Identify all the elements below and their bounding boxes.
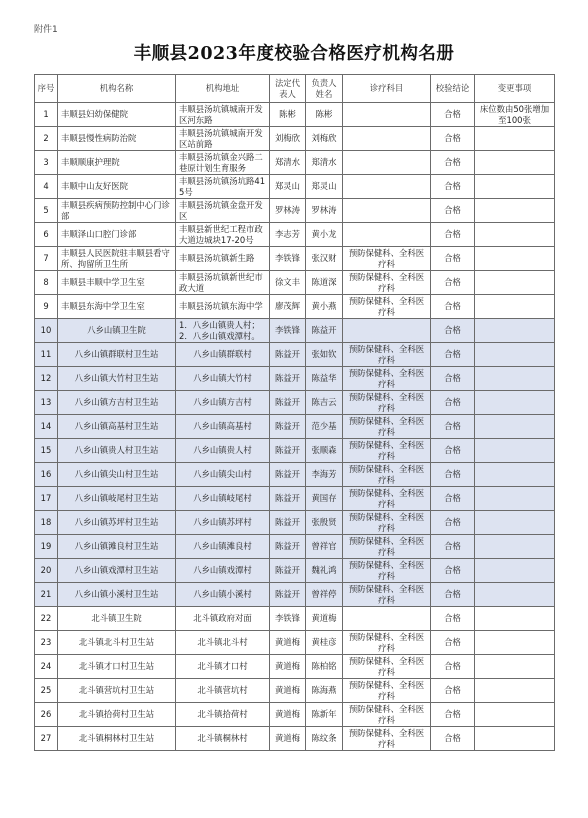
- change-items: [475, 727, 555, 751]
- institution-address: 八乡山镇群联村: [176, 343, 270, 367]
- inspection-result: 合格: [431, 391, 475, 415]
- legal-representative: 罗林涛: [270, 199, 306, 223]
- row-index: 3: [35, 151, 58, 175]
- row-index: 15: [35, 439, 58, 463]
- institution-address: 丰顺县汤坑镇城南开发区站前路: [176, 127, 270, 151]
- row-index: 14: [35, 415, 58, 439]
- legal-representative: 李志芳: [270, 223, 306, 247]
- legal-representative: 陈益开: [270, 391, 306, 415]
- legal-representative: 陈益开: [270, 415, 306, 439]
- inspection-result: 合格: [431, 511, 475, 535]
- table-row: [35, 583, 555, 607]
- departments: 预防保健科、全科医疗科: [343, 463, 431, 487]
- change-items: [475, 247, 555, 271]
- change-items: [475, 487, 555, 511]
- table-row: [35, 559, 555, 583]
- person-in-charge: 郑清水: [306, 151, 343, 175]
- departments: 预防保健科、全科医疗科: [343, 247, 431, 271]
- document-title: 丰顺县2023年度校验合格医疗机构名册: [133, 44, 455, 64]
- change-items: [475, 583, 555, 607]
- change-items: [475, 607, 555, 631]
- change-items: [475, 295, 555, 319]
- row-index: 19: [35, 535, 58, 559]
- person-in-charge: 陈道深: [306, 271, 343, 295]
- person-in-charge: 陈彬: [306, 103, 343, 127]
- departments: [343, 199, 431, 223]
- person-in-charge: 黄道梅: [306, 607, 343, 631]
- person-in-charge: 张殷贤: [306, 511, 343, 535]
- table-row: [35, 463, 555, 487]
- institution-name: 北斗镇拾荷村卫生站: [58, 703, 176, 727]
- row-index: 13: [35, 391, 58, 415]
- legal-representative: 徐文丰: [270, 271, 306, 295]
- institution-name: 八乡山镇苏坪村卫生站: [58, 511, 176, 535]
- row-index: 16: [35, 463, 58, 487]
- col-header-departments: 诊疗科目: [343, 75, 431, 103]
- institution-address: 八乡山镇戏潭村: [176, 559, 270, 583]
- row-index: 1: [35, 103, 58, 127]
- row-index: 12: [35, 367, 58, 391]
- change-items: [475, 559, 555, 583]
- person-in-charge: 陈吉云: [306, 391, 343, 415]
- inspection-result: 合格: [431, 343, 475, 367]
- change-items: [475, 535, 555, 559]
- departments: [343, 103, 431, 127]
- institution-name: 八乡山镇卫生院: [58, 319, 176, 343]
- institution-address: 北斗镇政府对面: [176, 607, 270, 631]
- table-row: [35, 199, 555, 223]
- inspection-result: 合格: [431, 487, 475, 511]
- legal-representative: 陈益开: [270, 463, 306, 487]
- institution-address: 北斗镇北斗村: [176, 631, 270, 655]
- inspection-result: 合格: [431, 439, 475, 463]
- person-in-charge: 黄国存: [306, 487, 343, 511]
- table-row: [35, 727, 555, 751]
- institution-name: 丰顺县妇幼保健院: [58, 103, 176, 127]
- change-items: [475, 391, 555, 415]
- person-in-charge: 黄小龙: [306, 223, 343, 247]
- row-index: 7: [35, 247, 58, 271]
- institution-name: 丰顺中山友好医院: [58, 175, 176, 199]
- departments: 预防保健科、全科医疗科: [343, 511, 431, 535]
- institution-name: 丰顺县疾病预防控制中心门诊部: [58, 199, 176, 223]
- inspection-result: 合格: [431, 175, 475, 199]
- departments: [343, 127, 431, 151]
- person-in-charge: 陈益华: [306, 367, 343, 391]
- institution-address: 八乡山镇岐尾村: [176, 487, 270, 511]
- col-header-person-in-charge: 负责人姓名: [306, 75, 343, 103]
- table-row: [35, 655, 555, 679]
- row-index: 5: [35, 199, 58, 223]
- col-header-name: 机构名称: [58, 75, 176, 103]
- inspection-result: 合格: [431, 247, 475, 271]
- departments: [343, 319, 431, 343]
- institution-name: 八乡山镇小溪村卫生站: [58, 583, 176, 607]
- table-row: [35, 703, 555, 727]
- legal-representative: 陈益开: [270, 487, 306, 511]
- legal-representative: 陈益开: [270, 343, 306, 367]
- institution-name: 北斗镇北斗村卫生站: [58, 631, 176, 655]
- legal-representative: 李铁锋: [270, 247, 306, 271]
- institution-name: 八乡山镇贵人村卫生站: [58, 439, 176, 463]
- row-index: 24: [35, 655, 58, 679]
- person-in-charge: 张顺森: [306, 439, 343, 463]
- change-items: [475, 511, 555, 535]
- institution-name: 八乡山镇岐尾村卫生站: [58, 487, 176, 511]
- change-items: [475, 199, 555, 223]
- legal-representative: 陈益开: [270, 583, 306, 607]
- inspection-result: 合格: [431, 463, 475, 487]
- person-in-charge: 范少基: [306, 415, 343, 439]
- header-row: [35, 75, 555, 103]
- table-row: [35, 127, 555, 151]
- person-in-charge: 刘梅欣: [306, 127, 343, 151]
- table-row: [35, 103, 555, 127]
- departments: 预防保健科、全科医疗科: [343, 487, 431, 511]
- institution-address: 丰顺县汤坑镇新生路: [176, 247, 270, 271]
- change-items: [475, 271, 555, 295]
- inspection-result: 合格: [431, 727, 475, 751]
- person-in-charge: 张如钦: [306, 343, 343, 367]
- person-in-charge: 陈海燕: [306, 679, 343, 703]
- institution-name: 八乡山镇方吉村卫生站: [58, 391, 176, 415]
- institution-name: 八乡山镇大竹村卫生站: [58, 367, 176, 391]
- departments: 预防保健科、全科医疗科: [343, 583, 431, 607]
- change-items: [475, 703, 555, 727]
- person-in-charge: 黄小燕: [306, 295, 343, 319]
- table-row: [35, 367, 555, 391]
- inspection-result: 合格: [431, 103, 475, 127]
- inspection-result: 合格: [431, 703, 475, 727]
- institution-address: 丰顺县汤坑镇金兴路二巷原计划生育服务: [176, 151, 270, 175]
- institution-name: 丰顺县东海中学卫生室: [58, 295, 176, 319]
- change-items: [475, 151, 555, 175]
- institution-name: 丰顺泽山口腔门诊部: [58, 223, 176, 247]
- table-row: [35, 439, 555, 463]
- table-row: [35, 415, 555, 439]
- col-header-legal-rep: 法定代表人: [270, 75, 306, 103]
- change-items: [475, 679, 555, 703]
- legal-representative: 黄道梅: [270, 679, 306, 703]
- table-row: [35, 319, 555, 343]
- legal-representative: 李铁锋: [270, 607, 306, 631]
- col-header-index: 序号: [35, 75, 58, 103]
- change-items: [475, 343, 555, 367]
- change-items: [475, 631, 555, 655]
- legal-representative: 陈益开: [270, 559, 306, 583]
- institution-name: 北斗镇桐林村卫生站: [58, 727, 176, 751]
- institution-address: 八乡山镇大竹村: [176, 367, 270, 391]
- departments: 预防保健科、全科医疗科: [343, 631, 431, 655]
- institution-address: 八乡山镇小溪村: [176, 583, 270, 607]
- departments: 预防保健科、全科医疗科: [343, 415, 431, 439]
- institution-address: 八乡山镇尖山村: [176, 463, 270, 487]
- row-index: 22: [35, 607, 58, 631]
- legal-representative: 陈益开: [270, 535, 306, 559]
- inspection-result: 合格: [431, 295, 475, 319]
- inspection-result: 合格: [431, 127, 475, 151]
- table-row: [35, 679, 555, 703]
- registry-table: [34, 74, 555, 751]
- legal-representative: 陈益开: [270, 367, 306, 391]
- institution-name: 八乡山镇戏潭村卫生站: [58, 559, 176, 583]
- table-row: [35, 535, 555, 559]
- table-row: [35, 631, 555, 655]
- change-items: [475, 367, 555, 391]
- departments: 预防保健科、全科医疗科: [343, 679, 431, 703]
- institution-address: 丰顺县汤坑镇金盘开发区: [176, 199, 270, 223]
- institution-name: 丰顺县丰顺中学卫生室: [58, 271, 176, 295]
- departments: [343, 175, 431, 199]
- change-items: [475, 439, 555, 463]
- col-header-changes: 变更事项: [475, 75, 555, 103]
- institution-address: 八乡山镇方吉村: [176, 391, 270, 415]
- row-index: 21: [35, 583, 58, 607]
- change-items: [475, 415, 555, 439]
- row-index: 4: [35, 175, 58, 199]
- institution-address: 丰顺县汤坑镇城南开发区河东路: [176, 103, 270, 127]
- attachment-label: 附件1: [34, 25, 58, 35]
- col-header-address: 机构地址: [176, 75, 270, 103]
- institution-address: 北斗镇桐林村: [176, 727, 270, 751]
- legal-representative: 陈益开: [270, 511, 306, 535]
- row-index: 17: [35, 487, 58, 511]
- person-in-charge: 黄桂彦: [306, 631, 343, 655]
- change-items: [475, 223, 555, 247]
- institution-name: 八乡山镇高基村卫生站: [58, 415, 176, 439]
- inspection-result: 合格: [431, 631, 475, 655]
- person-in-charge: 陈益开: [306, 319, 343, 343]
- table-row: [35, 511, 555, 535]
- departments: [343, 223, 431, 247]
- institution-name: 北斗镇营坑村卫生站: [58, 679, 176, 703]
- change-items: [475, 463, 555, 487]
- change-items: [475, 655, 555, 679]
- table-row: [35, 175, 555, 199]
- table-row: [35, 607, 555, 631]
- inspection-result: 合格: [431, 583, 475, 607]
- institution-address: 北斗镇拾荷村: [176, 703, 270, 727]
- inspection-result: 合格: [431, 223, 475, 247]
- institution-address: 1．八乡山镇贵人村；2．八乡山镇戏潭村。: [176, 319, 270, 343]
- person-in-charge: 陈纹条: [306, 727, 343, 751]
- table-row: [35, 247, 555, 271]
- legal-representative: 黄道梅: [270, 727, 306, 751]
- institution-address: 八乡山镇高基村: [176, 415, 270, 439]
- departments: 预防保健科、全科医疗科: [343, 703, 431, 727]
- change-items: [475, 175, 555, 199]
- inspection-result: 合格: [431, 271, 475, 295]
- change-items: [475, 127, 555, 151]
- inspection-result: 合格: [431, 679, 475, 703]
- row-index: 9: [35, 295, 58, 319]
- institution-address: 丰顺县新世纪工程市政大道边城块17-20号: [176, 223, 270, 247]
- institution-name: 丰顺县慢性病防治院: [58, 127, 176, 151]
- person-in-charge: 郑灵山: [306, 175, 343, 199]
- institution-name: 八乡山镇群联村卫生站: [58, 343, 176, 367]
- inspection-result: 合格: [431, 607, 475, 631]
- departments: 预防保健科、全科医疗科: [343, 391, 431, 415]
- table-row: [35, 343, 555, 367]
- change-items: 床位数由50张增加至100张: [475, 103, 555, 127]
- institution-address: 八乡山镇滩良村: [176, 535, 270, 559]
- departments: [343, 607, 431, 631]
- person-in-charge: 陈新年: [306, 703, 343, 727]
- table-row: [35, 487, 555, 511]
- inspection-result: 合格: [431, 151, 475, 175]
- institution-name: 八乡山镇尖山村卫生站: [58, 463, 176, 487]
- row-index: 8: [35, 271, 58, 295]
- legal-representative: 廖茂辉: [270, 295, 306, 319]
- legal-representative: 黄道梅: [270, 703, 306, 727]
- row-index: 27: [35, 727, 58, 751]
- institution-address: 丰顺县汤坑镇新世纪市政大道: [176, 271, 270, 295]
- institution-address: 丰顺县汤坑镇东海中学: [176, 295, 270, 319]
- person-in-charge: 陈柏铭: [306, 655, 343, 679]
- table-row: [35, 223, 555, 247]
- table-row: [35, 151, 555, 175]
- institution-name: 北斗镇卫生院: [58, 607, 176, 631]
- departments: [343, 151, 431, 175]
- departments: 预防保健科、全科医疗科: [343, 535, 431, 559]
- departments: 预防保健科、全科医疗科: [343, 727, 431, 751]
- person-in-charge: 李海芳: [306, 463, 343, 487]
- institution-address: 丰顺县汤坑镇汤坑路415号: [176, 175, 270, 199]
- institution-name: 八乡山镇滩良村卫生站: [58, 535, 176, 559]
- legal-representative: 李铁锋: [270, 319, 306, 343]
- legal-representative: 陈彬: [270, 103, 306, 127]
- departments: 预防保健科、全科医疗科: [343, 295, 431, 319]
- departments: 预防保健科、全科医疗科: [343, 271, 431, 295]
- institution-name: 丰顺顺康护理院: [58, 151, 176, 175]
- departments: 预防保健科、全科医疗科: [343, 343, 431, 367]
- person-in-charge: 曾祥停: [306, 583, 343, 607]
- table-row: [35, 271, 555, 295]
- institution-address: 北斗镇才口村: [176, 655, 270, 679]
- inspection-result: 合格: [431, 199, 475, 223]
- legal-representative: 郑灵山: [270, 175, 306, 199]
- institution-address: 北斗镇营坑村: [176, 679, 270, 703]
- row-index: 18: [35, 511, 58, 535]
- inspection-result: 合格: [431, 367, 475, 391]
- change-items: [475, 319, 555, 343]
- row-index: 11: [35, 343, 58, 367]
- person-in-charge: 罗林涛: [306, 199, 343, 223]
- inspection-result: 合格: [431, 319, 475, 343]
- table-row: [35, 295, 555, 319]
- person-in-charge: 张汉财: [306, 247, 343, 271]
- row-index: 23: [35, 631, 58, 655]
- institution-name: 丰顺县人民医院驻丰顺县看守所、拘留所卫生所: [58, 247, 176, 271]
- inspection-result: 合格: [431, 655, 475, 679]
- table-row: [35, 391, 555, 415]
- institution-address: 八乡山镇贵人村: [176, 439, 270, 463]
- departments: 预防保健科、全科医疗科: [343, 655, 431, 679]
- legal-representative: 黄道梅: [270, 631, 306, 655]
- row-index: 25: [35, 679, 58, 703]
- departments: 预防保健科、全科医疗科: [343, 439, 431, 463]
- legal-representative: 刘梅欣: [270, 127, 306, 151]
- row-index: 10: [35, 319, 58, 343]
- inspection-result: 合格: [431, 415, 475, 439]
- departments: 预防保健科、全科医疗科: [343, 559, 431, 583]
- institution-name: 北斗镇才口村卫生站: [58, 655, 176, 679]
- person-in-charge: 魏礼鸿: [306, 559, 343, 583]
- legal-representative: 黄道梅: [270, 655, 306, 679]
- departments: 预防保健科、全科医疗科: [343, 367, 431, 391]
- inspection-result: 合格: [431, 559, 475, 583]
- row-index: 20: [35, 559, 58, 583]
- col-header-result: 校验结论: [431, 75, 475, 103]
- row-index: 6: [35, 223, 58, 247]
- legal-representative: 陈益开: [270, 439, 306, 463]
- legal-representative: 郑清水: [270, 151, 306, 175]
- inspection-result: 合格: [431, 535, 475, 559]
- person-in-charge: 曾祥官: [306, 535, 343, 559]
- row-index: 2: [35, 127, 58, 151]
- row-index: 26: [35, 703, 58, 727]
- institution-address: 八乡山镇苏坪村: [176, 511, 270, 535]
